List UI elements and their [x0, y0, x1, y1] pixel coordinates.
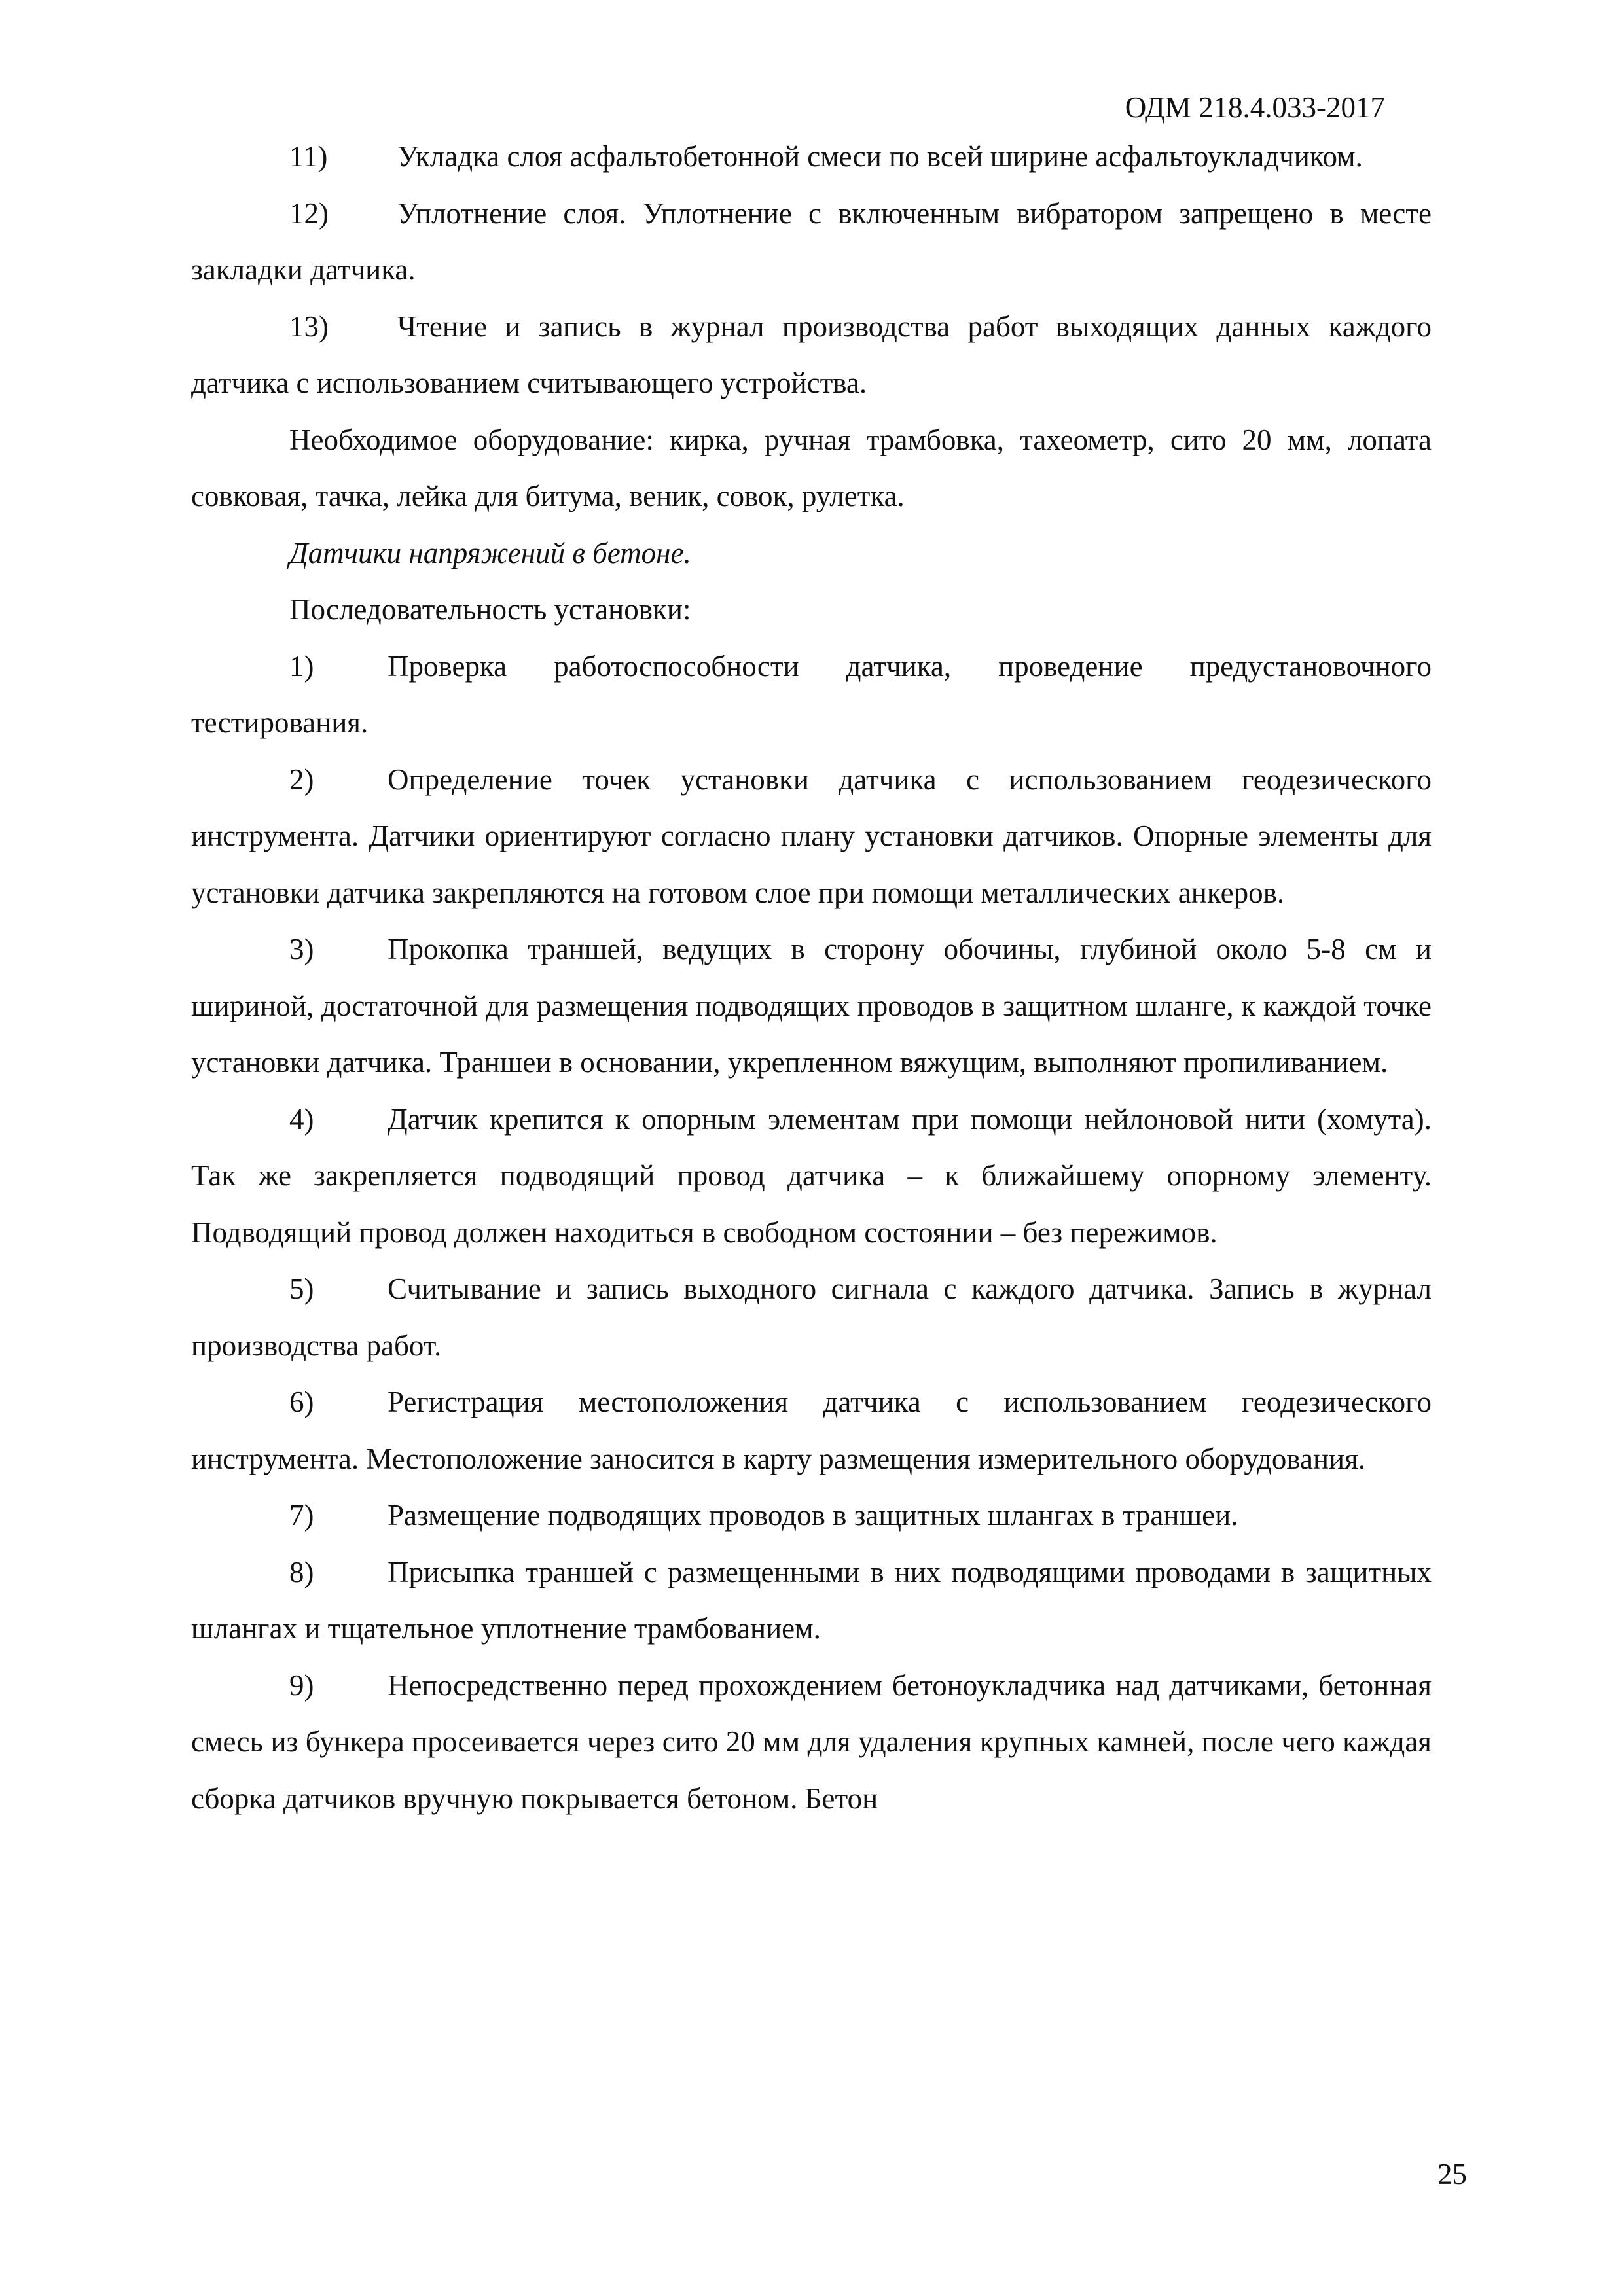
item-number: 5) [289, 1272, 314, 1305]
item-text: Присыпка траншей с размещенными в них подводящими проводами в защитных шлангах и тщательное уплотнение трамбованием. [191, 1555, 1432, 1645]
item-text: Размещение подводящих проводов в защитных шлангах в траншеи. [388, 1499, 1238, 1532]
list-item [191, 298, 1432, 412]
sequence-intro [191, 581, 1432, 638]
list-item [191, 1487, 1432, 1544]
item-text: Регистрация местоположения датчика с использованием геодезического инструмента. Местоположение заносится в карту размещения измерительного оборудования. [191, 1386, 1432, 1475]
item-number: 4) [289, 1102, 314, 1136]
list-item [191, 128, 1432, 185]
item-text: Определение точек установки датчика с использованием геодезического инструмента. Датчики ориентируют согласно плану установки датчиков. Опорные элементы для установки датчика закрепляются на готовом слое при помощи металлических анкеров. [191, 762, 1432, 909]
item-number: 6) [289, 1386, 314, 1418]
item-text: Датчик крепится к опорным элементам при помощи нейлоновой нити (хомута). Так же закрепляется подводящий провод датчика – к ближайшему опорному элементу. Подводящий провод должен находиться в свободном состоянии – без пережимов. [191, 1102, 1432, 1249]
subheading-text: Датчики напряжений в бетоне. [289, 536, 691, 569]
paragraph-text: Последовательность установки: [289, 593, 691, 626]
item-number: 11) [289, 140, 328, 173]
item-number: 2) [289, 762, 314, 796]
item-text: Уплотнение слоя. Уплотнение с включенным вибратором запрещено в месте закладки датчика. [191, 196, 1432, 286]
page-body [191, 128, 1432, 1827]
list-item [191, 1544, 1432, 1657]
item-number: 13) [289, 310, 329, 343]
page-number: 25 [1437, 2158, 1467, 2191]
equipment-paragraph [191, 412, 1432, 525]
item-number: 3) [289, 933, 314, 965]
list-item [191, 1374, 1432, 1487]
item-number: 8) [289, 1555, 314, 1588]
list-item [191, 921, 1432, 1091]
list-item [191, 751, 1432, 922]
item-text: Прокопка траншей, ведущих в сторону обочины, глубиной около 5-8 см и шириной, достаточной для размещения подводящих проводов в защитном шланге, к каждой точке установки датчика. Траншеи в основании, укрепленном вяжущим, выполняют пропиливанием. [191, 933, 1432, 1079]
list-item [191, 185, 1432, 298]
list-item [191, 638, 1432, 751]
section-subheading [191, 525, 1432, 582]
item-number: 1) [289, 649, 314, 683]
item-text: Чтение и запись в журнал производства работ выходящих данных каждого датчика с использованием считывающего устройства. [191, 310, 1432, 399]
item-number: 12) [289, 196, 329, 230]
item-text: Непосредственно перед прохождением бетоноукладчика над датчиками, бетонная смесь из бункера просеивается через сито 20 мм для удаления крупных камней, после чего каждая сборка датчиков вручную покрывается бетоном. Бетон [191, 1668, 1432, 1815]
item-number: 9) [289, 1668, 314, 1702]
list-item [191, 1657, 1432, 1827]
item-text: Проверка работоспособности датчика, проведение предустановочного тестирования. [191, 649, 1432, 739]
document-code: ОДМ 218.4.033-2017 [1125, 91, 1385, 124]
list-item [191, 1091, 1432, 1261]
paragraph-text: Необходимое оборудование: кирка, ручная трамбовка, тахеометр, сито 20 мм, лопата совковая, тачка, лейка для битума, веник, совок, рулетка. [191, 423, 1432, 512]
item-number: 7) [289, 1499, 314, 1532]
item-text: Считывание и запись выходного сигнала с каждого датчика. Запись в журнал производства работ. [191, 1272, 1432, 1362]
list-item [191, 1261, 1432, 1374]
item-text: Укладка слоя асфальтобетонной смеси по всей ширине асфальтоукладчиком. [397, 140, 1363, 173]
